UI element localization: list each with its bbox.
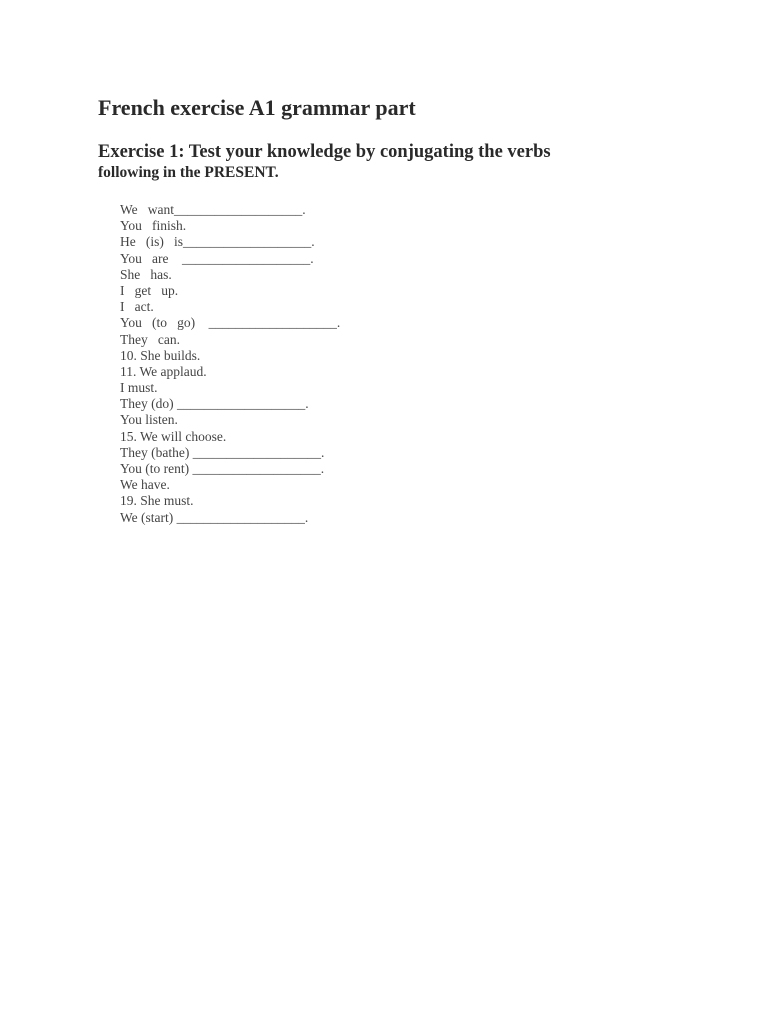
exercise-item-7: I act.	[120, 299, 154, 315]
exercise-item-14: You listen.	[120, 412, 178, 428]
exercise-item-16: They (bathe) ___________________.	[120, 444, 325, 460]
exercise-item-18: We have.	[120, 477, 170, 493]
exercise-item-1: We want___________________.	[120, 202, 306, 217]
exercise-item-6: I get up.	[120, 282, 179, 298]
exercise-item-11: 11. We applaud.	[120, 363, 207, 379]
exercise-item-3: He (is) is___________________.	[120, 234, 315, 250]
exercise-item-17: You (to rent) ___________________.	[120, 461, 325, 476]
document-title: French exercise A1 grammar part	[98, 95, 416, 120]
exercise-item-13: They (do) ___________________.	[120, 396, 309, 412]
exercise-heading-line1: Exercise 1: Test your knowledge by conjugating the verbs	[98, 142, 551, 162]
exercise-heading	[98, 141, 551, 182]
exercise-item-19: 19. She must.	[120, 493, 194, 509]
exercise-item-5: She has.	[120, 266, 172, 282]
exercise-item-2: You finish.	[120, 218, 187, 234]
exercise-item-list	[120, 202, 340, 526]
exercise-item-10: 10. She builds.	[120, 347, 201, 363]
exercise-item-15: 15. We will choose.	[120, 428, 227, 444]
exercise-item-9: They can.	[120, 331, 180, 347]
exercise-item-4: You are ___________________.	[120, 250, 314, 266]
exercise-item-8: You (to go) ___________________.	[120, 315, 341, 331]
exercise-item-20: We (start) ___________________.	[120, 509, 309, 525]
exercise-item-12: I must.	[120, 380, 158, 396]
exercise-heading-line2: following in the PRESENT.	[98, 164, 279, 181]
